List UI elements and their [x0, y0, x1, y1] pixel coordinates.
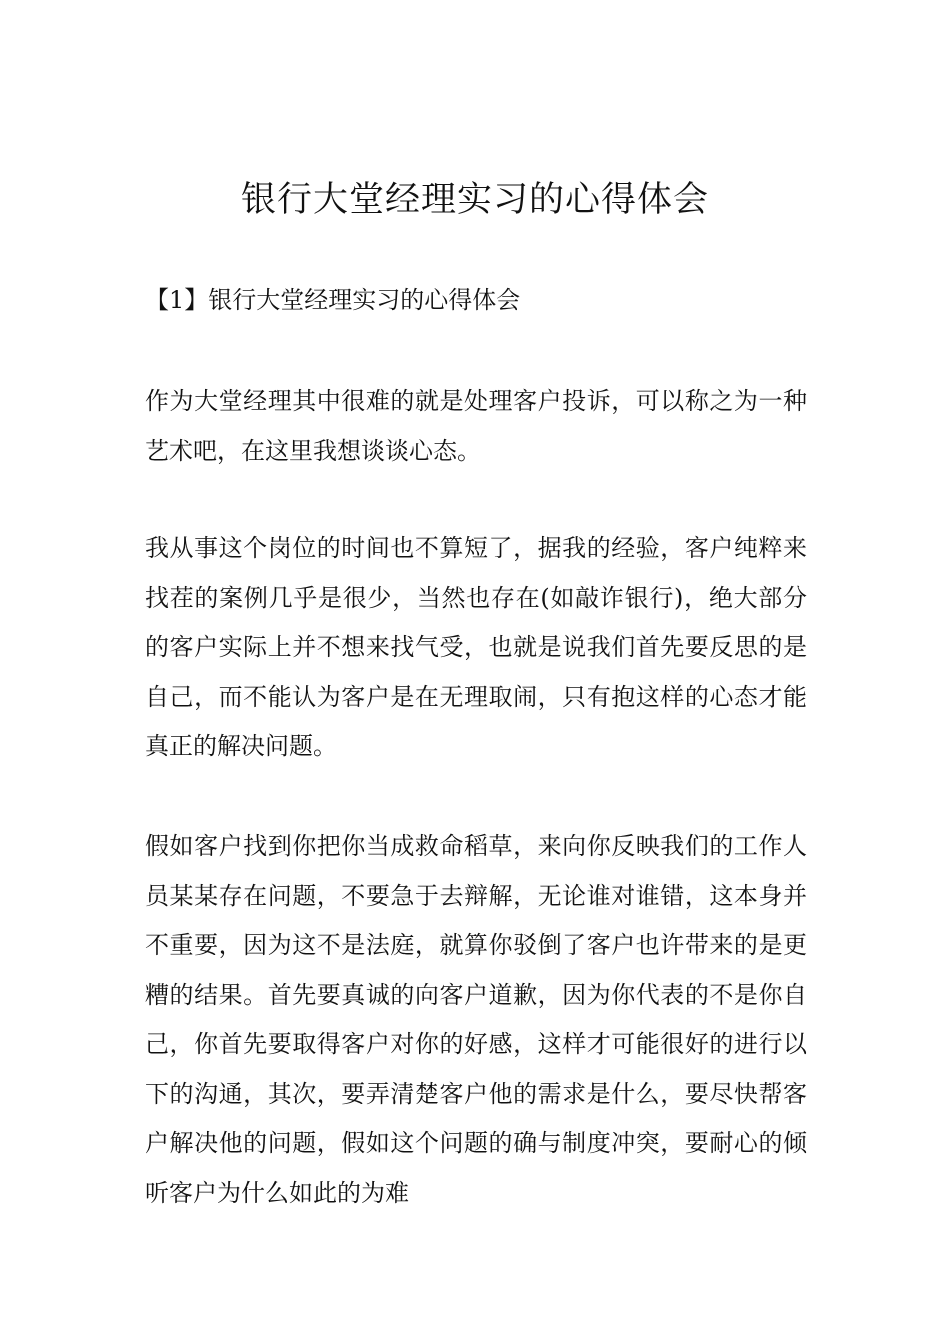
- paragraph-1: 作为大堂经理其中很难的就是处理客户投诉，可以称之为一种艺术吧，在这里我想谈谈心态。: [145, 387, 807, 465]
- paragraph-3: 假如客户找到你把你当成救命稻草，来向你反映我们的工作人员某某存在问题，不要急于去辩解，无论谁对谁错，这本身并不重要，因为这不是法庭，就算你驳倒了客户也许带来的是更糟的结果。首先要真诚的向客户道歉，因为你代表的不是你自己，你首先要取得客户对你的好感，这样才可能很好的进行以下的沟通，其次，要弄清楚客户他的需求是什么，要尽快帮客户解决他的问题，假如这个问题的确与制度冲突，要耐心的倾听客户为什么如此的为难: [145, 832, 807, 1207]
- document-title: 银行大堂经理实习的心得体会: [240, 180, 709, 220]
- paragraph-2: 我从事这个岗位的时间也不算短了，据我的经验，客户纯粹来找茬的案例几乎是很少，当然也存在(如敲诈银行)，绝大部分的客户实际上并不想来找气受，也就是说我们首先要反思的是自己，而不能认为客户是在无理取闹，只有抱这样的心态才能真正的解决问题。: [145, 534, 807, 760]
- section-heading: 【1】银行大堂经理实习的心得体会: [145, 286, 521, 314]
